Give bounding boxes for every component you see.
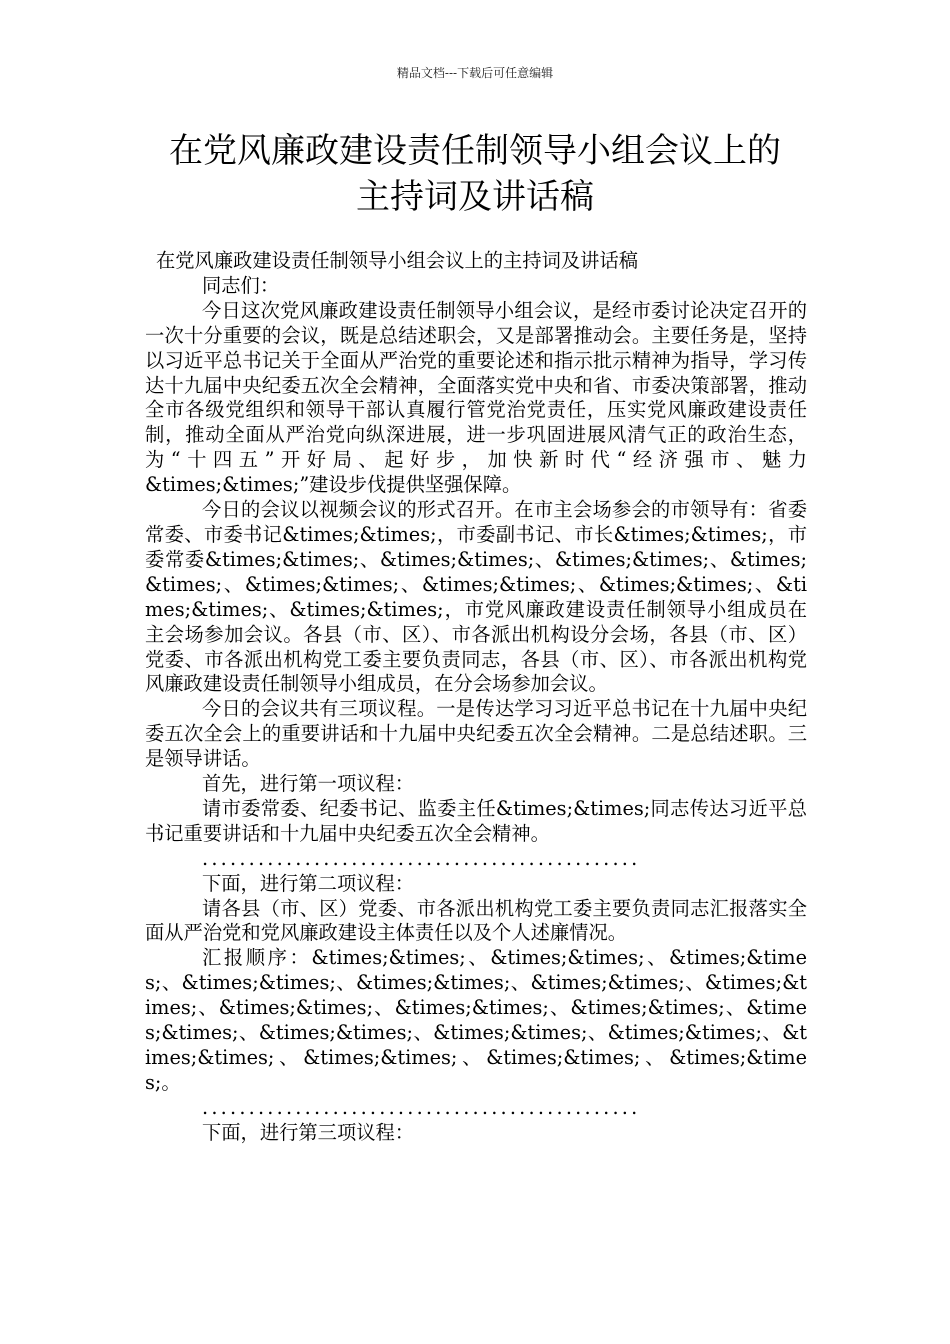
agenda-item-1-content: 请市委常委、纪委书记、监委主任&times;&times;同志传达习近平总书记重要讲话和十九届中央纪委五次全会精神。 [145,796,807,845]
header-note: 精品文档---下载后可任意编辑 [396,66,554,80]
agenda-item-3-heading: 下面，进行第三项议程： [202,1120,415,1144]
paragraph-agenda: 今日的会议共有三项议程。一是传达学习习近平总书记在十九届中央纪委五次全会上的重要讲话和十九届中央纪委五次全会精神。二是总结述职。三是领导讲话。 [145,697,807,771]
subtitle-paragraph: 在党风廉政建设责任制领导小组会议上的主持词及讲话稿 [156,249,639,272]
document-body [145,249,807,1146]
agenda-item-2-heading: 下面，进行第二项议程： [202,871,415,895]
agenda-item-2-content: 请各县（市、区）党委、市各派出机构党工委主要负责同志汇报落实全面从严治党和党风廉政建设主体责任以及个人述廉情况。 [145,896,807,945]
report-order: 汇报顺序：&times;&times;、&times;&times;、&times;&times;、&times;&times;、&times;&times;、&times;&times;、&times;&times;、&times;&times;、&times;&times;、&times;&times;、&times;&times;、&times;&times;、&times;&times;、&times;&times;、&times;&times;、&times;&times;、&times;&times;、&times;&times;。 [145,946,807,1094]
paragraph-attendees: 今日的会议以视频会议的形式召开。在市主会场参会的市领导有：省委常委、市委书记&times;&times;，市委副书记、市长&times;&times;，市委常委&times;&times;、&times;&times;、&times;&times;、&times;&times;、&times;&times;、&times;&times;、&times;&times;、&times;&times;、&times;&times;，市党风廉政建设责任制领导小组成员在主会场参加会议。各县（市、区）、市各派出机构设分会场，各县（市、区）党委、市各派出机构党工委主要负责同志，各县（市、区）、市各派出机构党风廉政建设责任制领导小组成员，在分会场参加会议。 [145,498,807,696]
title-line-1: 在党风廉政建设责任制领导小组会议上的 [169,131,781,171]
ellipsis-divider: ............................................... [202,846,641,870]
agenda-item-1-heading: 首先，进行第一项议程： [202,772,415,796]
title-line-2: 主持词及讲话稿 [356,177,594,217]
document-title [110,128,840,220]
paragraph-intro: 今日这次党风廉政建设责任制领导小组会议，是经市委讨论决定召开的一次十分重要的会议，既是总结述职会，又是部署推动会。主要任务是，坚持以习近平总书记关于全面从严治党的重要论述和指示批示精神为指导，学习传达十九届中央纪委五次全会精神，全面落实党中央和省、市委决策部署，推动全市各级党组织和领导干部认真履行管党治党责任，压实党风廉政建设责任制，推动全面从严治党向纵深进展，进一步巩固进展风清气正的政治生态，为“十四五”开好局、起好步，加快新时代“经济强市、魅力&times;&times;”建设步伐提供坚强保障。 [145,298,807,497]
ellipsis-divider: ............................................... [202,1095,641,1119]
salutation: 同志们： [202,273,280,297]
